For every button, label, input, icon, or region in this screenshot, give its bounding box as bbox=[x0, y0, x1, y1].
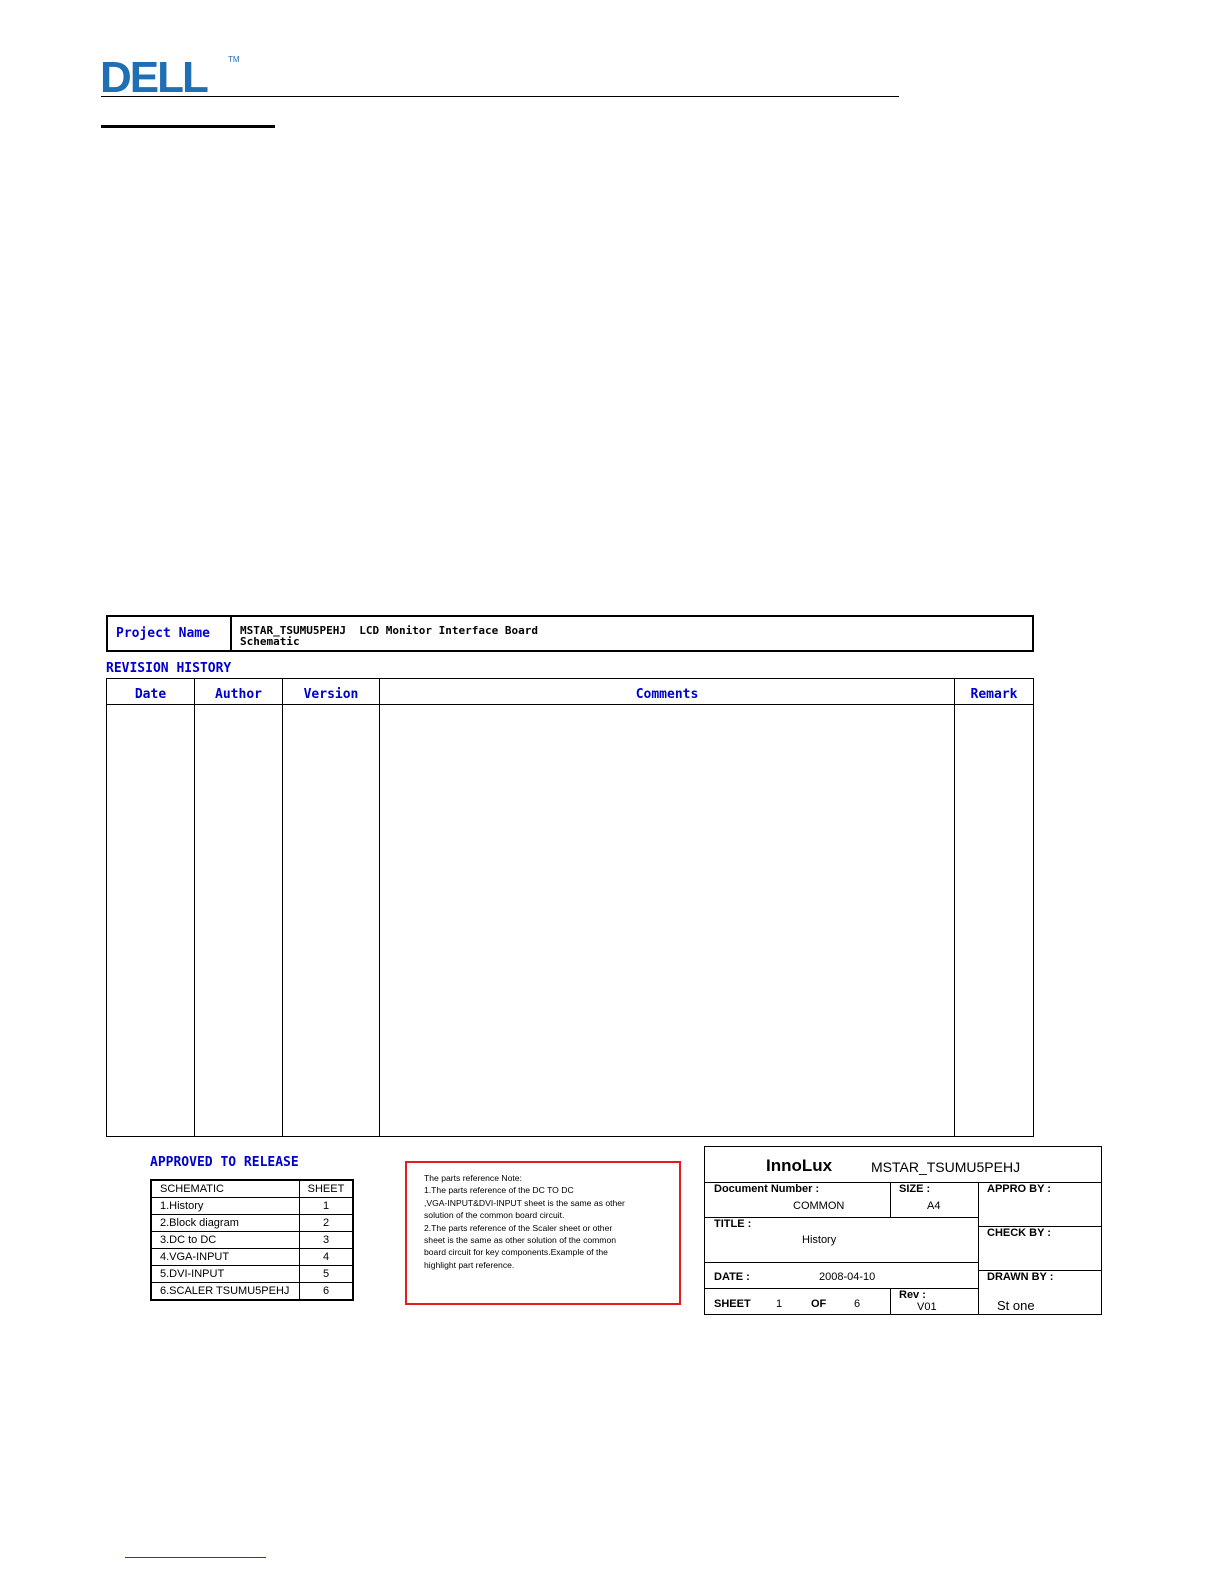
note-line: board circuit for key components.Example of the bbox=[424, 1247, 608, 1258]
schematic-name: 3.DC to DC bbox=[151, 1232, 300, 1249]
revision-history-table bbox=[106, 678, 1034, 1137]
note-line: The parts reference Note: bbox=[424, 1173, 522, 1183]
revision-column-date bbox=[107, 679, 195, 1136]
sheet-number: 2 bbox=[300, 1215, 354, 1232]
dell-logo bbox=[100, 52, 245, 96]
note-line: solution of the common board circuit. bbox=[424, 1210, 565, 1221]
doc-number-label: Document Number : bbox=[714, 1183, 820, 1195]
header-short-rule bbox=[101, 125, 275, 128]
note-line: ,VGA-INPUT&DVI-INPUT sheet is the same as other bbox=[424, 1197, 625, 1208]
logo-text: DELL bbox=[100, 53, 207, 96]
date-value: 2008-04-10 bbox=[819, 1271, 876, 1283]
sheet-number-value: 1 bbox=[776, 1298, 783, 1310]
divider bbox=[890, 1288, 891, 1314]
column-header: Author bbox=[195, 679, 282, 705]
note-line: highlight part reference. bbox=[424, 1259, 515, 1270]
footer-link-rule bbox=[125, 1557, 266, 1558]
date-label: DATE : bbox=[714, 1271, 750, 1283]
project-name-value bbox=[232, 617, 538, 650]
sheet-number: 6 bbox=[300, 1283, 354, 1301]
size-value: A4 bbox=[927, 1200, 941, 1212]
revision-column-version bbox=[283, 679, 380, 1136]
sheet-number: 3 bbox=[300, 1232, 354, 1249]
table-row bbox=[151, 1266, 353, 1283]
table-row bbox=[151, 1198, 353, 1215]
sheet-label: SHEET bbox=[714, 1298, 751, 1310]
company-name: InnoLux bbox=[766, 1156, 833, 1175]
doc-number-value: COMMON bbox=[793, 1200, 845, 1212]
project-name-line-1: MSTAR_TSUMU5PEHJ LCD Monitor Interface Board bbox=[240, 624, 539, 637]
title-value: History bbox=[802, 1234, 837, 1246]
header-sheet: SHEET bbox=[300, 1180, 354, 1198]
schematic-name: 2.Block diagram bbox=[151, 1215, 300, 1232]
project-name-label: Project Name bbox=[108, 617, 232, 650]
approved-to-release-title: APPROVED TO RELEASE bbox=[150, 1155, 299, 1170]
table-header-row bbox=[151, 1180, 353, 1198]
project-code: MSTAR_TSUMU5PEHJ bbox=[871, 1159, 1021, 1175]
project-name-line-2: Schematic bbox=[240, 635, 300, 648]
of-label: OF bbox=[811, 1298, 827, 1310]
check-by-label: CHECK BY : bbox=[987, 1227, 1051, 1239]
sheet-number: 5 bbox=[300, 1266, 354, 1283]
drawn-by-value: St one bbox=[997, 1298, 1035, 1313]
revision-history-title: REVISION HISTORY bbox=[106, 661, 232, 676]
column-header: Date bbox=[107, 679, 194, 705]
header-rule bbox=[101, 96, 899, 97]
divider bbox=[978, 1182, 979, 1314]
logo-tm: TM bbox=[228, 55, 240, 64]
project-name-box bbox=[106, 615, 1034, 652]
table-row bbox=[151, 1232, 353, 1249]
note-line: 1.The parts reference of the DC TO DC bbox=[424, 1185, 574, 1196]
drawn-by-label: DRAWN BY : bbox=[987, 1271, 1054, 1283]
parts-reference-note bbox=[405, 1161, 681, 1305]
appro-by-label: APPRO BY : bbox=[987, 1183, 1051, 1195]
note-line: 2.The parts reference of the Scaler sheet or other bbox=[424, 1222, 613, 1233]
note-line: sheet is the same as other solution of the common bbox=[424, 1235, 617, 1246]
sheet-total-value: 6 bbox=[854, 1298, 861, 1310]
table-row bbox=[151, 1249, 353, 1266]
revision-column-remark bbox=[955, 679, 1033, 1136]
title-label: TITLE : bbox=[714, 1218, 752, 1230]
schematic-name: 1.History bbox=[151, 1198, 300, 1215]
schematic-name: 6.SCALER TSUMU5PEHJ bbox=[151, 1283, 300, 1301]
table-row bbox=[151, 1215, 353, 1232]
sheet-number: 1 bbox=[300, 1198, 354, 1215]
drawing-title-block bbox=[704, 1146, 1102, 1315]
divider bbox=[705, 1288, 978, 1289]
revision-column-comments bbox=[380, 679, 955, 1136]
divider bbox=[890, 1182, 891, 1217]
sheet-number: 4 bbox=[300, 1249, 354, 1266]
column-header: Remark bbox=[955, 679, 1033, 705]
size-label: SIZE : bbox=[899, 1183, 931, 1195]
rev-label: Rev : bbox=[899, 1289, 926, 1301]
rev-value: V01 bbox=[917, 1301, 937, 1313]
header-schematic: SCHEMATIC bbox=[151, 1180, 300, 1198]
column-header: Comments bbox=[380, 679, 954, 705]
schematic-name: 4.VGA-INPUT bbox=[151, 1249, 300, 1266]
column-header: Version bbox=[283, 679, 379, 705]
revision-column-author bbox=[195, 679, 283, 1136]
schematic-name: 5.DVI-INPUT bbox=[151, 1266, 300, 1283]
divider bbox=[705, 1262, 978, 1263]
table-row bbox=[151, 1283, 353, 1301]
schematic-sheet-table bbox=[150, 1179, 354, 1301]
